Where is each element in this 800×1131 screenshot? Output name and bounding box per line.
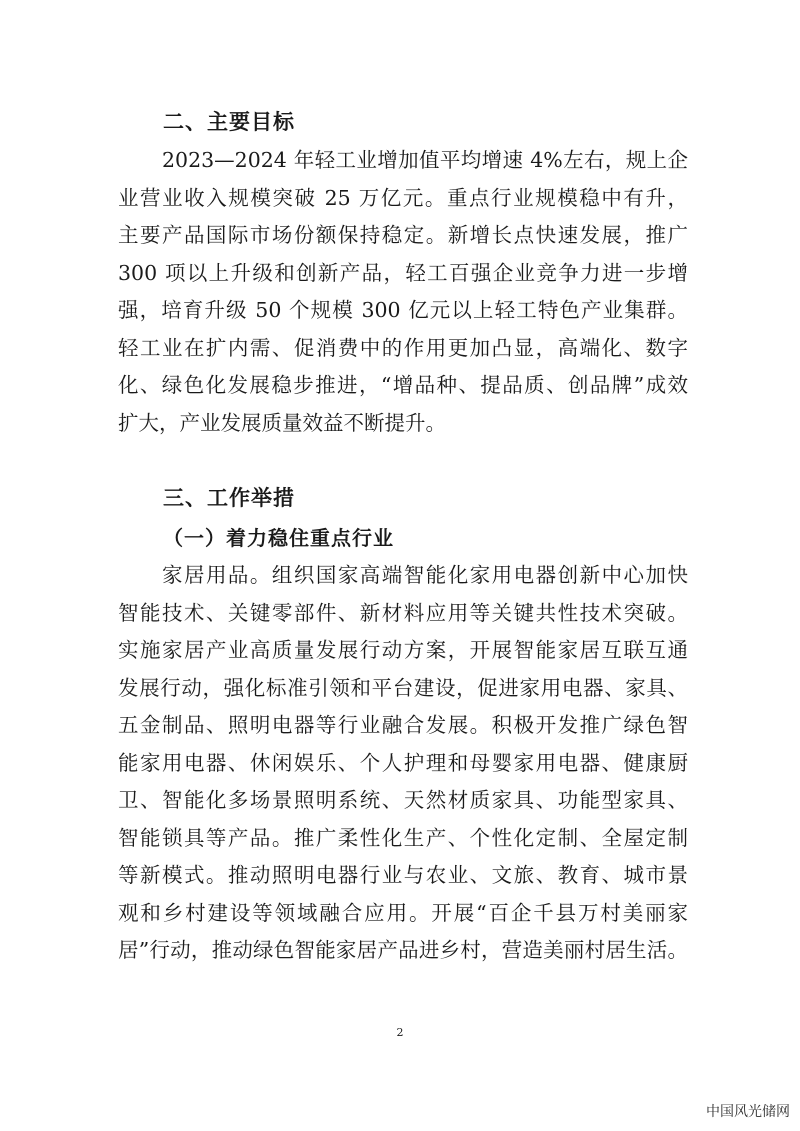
- paragraph-line: 发展行动，强化标准引领和平台建设，促进家用电器、家具、: [118, 675, 688, 700]
- paragraph-line: 主要产品国际市场份额保持稳定。新增长点快速发展，推广: [118, 223, 688, 247]
- paragraph-line: 智能技术、关键零部件、新材料应用等关键共性技术突破。: [118, 600, 688, 625]
- paragraph-line: 五金制品、照明电器等行业融合发展。积极开发推广绿色智: [118, 713, 688, 737]
- paragraph-line: 扩大，产业发展质量效益不断提升。: [118, 410, 446, 435]
- paragraph-line: 居”行动，推动绿色智能家居产品进乡村，营造美丽村居生活。: [118, 938, 688, 962]
- paragraph-line: 家居用品。组织国家高端智能化家用电器创新中心加快: [162, 563, 688, 587]
- paragraph-line: 300 项以上升级和创新产品，轻工百强企业竞争力进一步增: [118, 260, 688, 285]
- paragraph-line: 观和乡村建设等领域融合应用。开展“百企千县万村美丽家: [118, 900, 688, 925]
- watermark: 中国风光储网: [706, 1104, 790, 1120]
- section-3-paragraph: [118, 557, 688, 970]
- paragraph-line: 实施家居产业高质量发展行动方案，开展智能家居互联互通: [118, 638, 688, 662]
- section-3-heading: 三、工作举措: [163, 486, 295, 510]
- paragraph-line: 强，培育升级 50 个规模 300 亿元以上轻工特色产业集群。: [118, 298, 688, 322]
- paragraph-line: 业营业收入规模突破 25 万亿元。重点行业规模稳中有升，: [118, 185, 688, 210]
- paragraph-line: 化、绿色化发展稳步推进，“增品种、提品质、创品牌”成效: [118, 373, 688, 397]
- paragraph-line: 轻工业在扩内需、促消费中的作用更加凸显，高端化、数字: [118, 335, 688, 360]
- paragraph-line: 智能锁具等产品。推广柔性化生产、个性化定制、全屋定制: [118, 825, 688, 850]
- section-3-subheading: （一）着力稳住重点行业: [163, 526, 394, 550]
- paragraph-line: 能家用电器、休闲娱乐、个人护理和母婴家用电器、健康厨: [118, 750, 688, 775]
- paragraph-line: 等新模式。推动照明电器行业与农业、文旅、教育、城市景: [118, 863, 688, 887]
- section-2-paragraph: [118, 142, 688, 442]
- paragraph-line: 2023—2024 年轻工业增加值平均增速 4%左右，规上企: [162, 148, 688, 172]
- paragraph-line: 卫、智能化多场景照明系统、天然材质家具、功能型家具、: [118, 788, 688, 812]
- page-number: 2: [396, 1026, 404, 1039]
- section-2-heading: 二、主要目标: [163, 110, 295, 134]
